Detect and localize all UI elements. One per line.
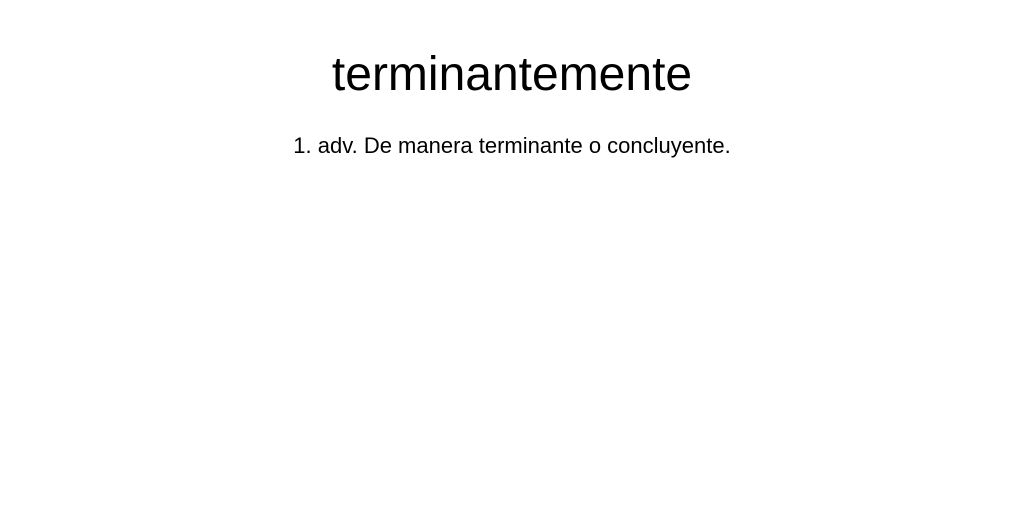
definition-line: 1. adv. De manera terminante o concluyente. (293, 133, 731, 158)
headword-title: terminantemente (331, 48, 693, 101)
